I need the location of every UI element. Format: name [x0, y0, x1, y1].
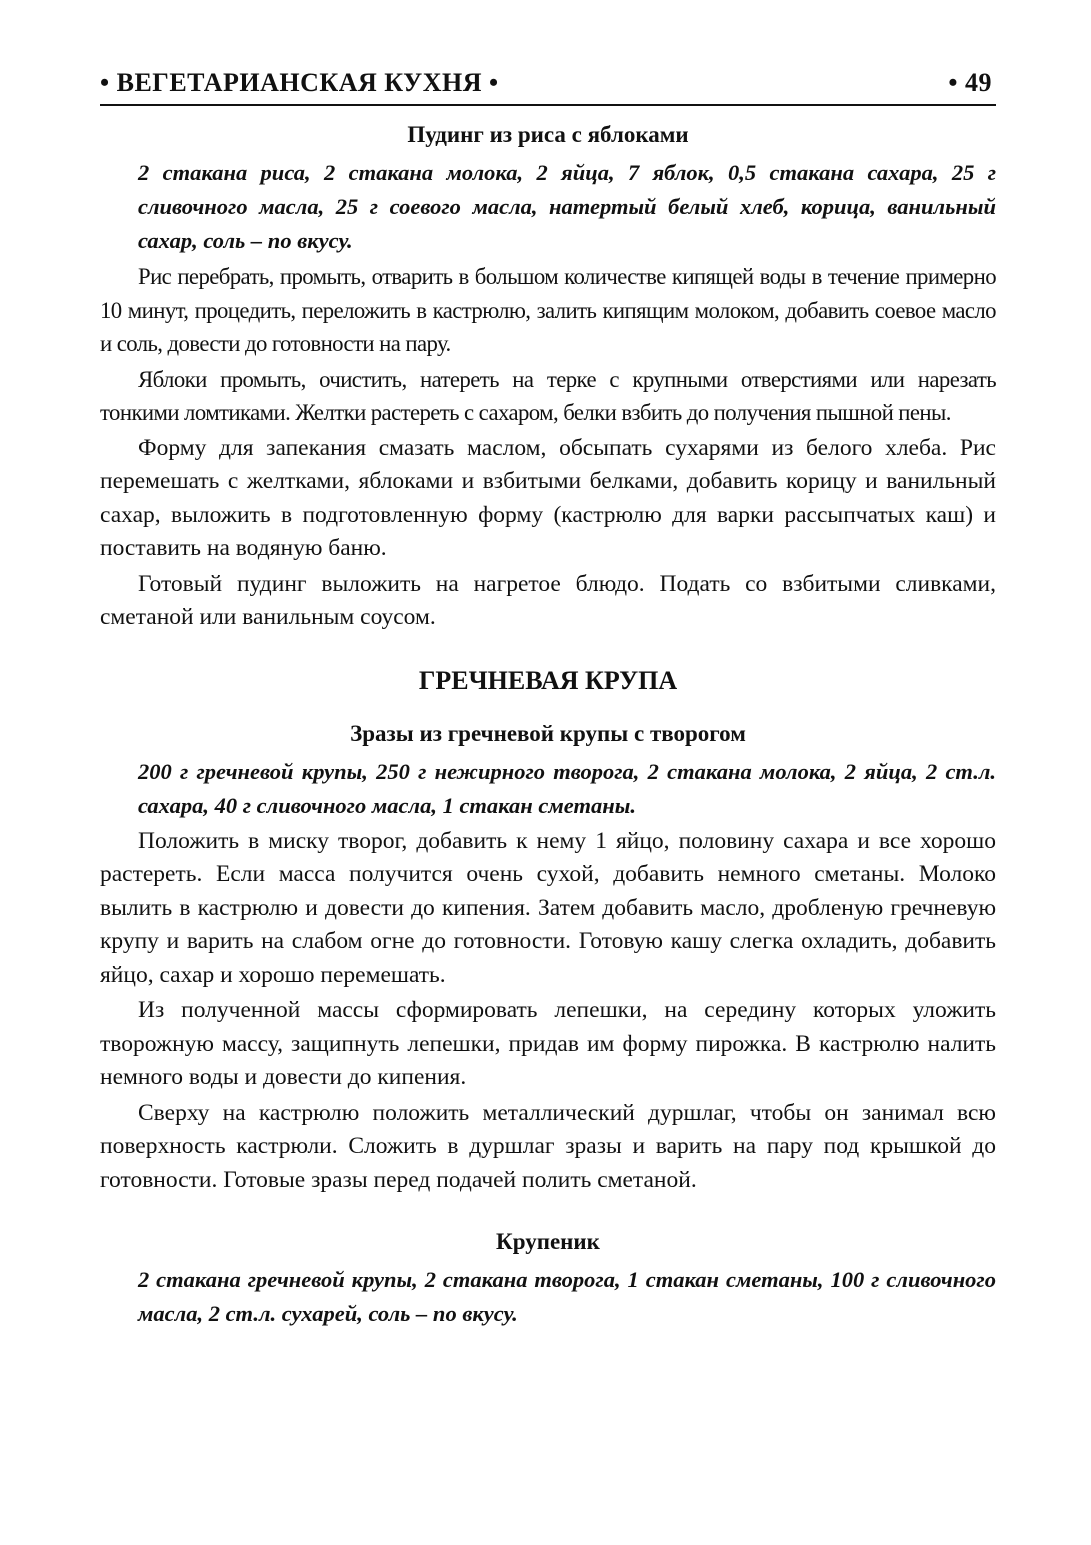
- recipe-ingredients-krupenik: 2 стакана гречневой крупы, 2 стакана творога, 1 стакан сметаны, 100 г сливочного масла, 2 ст.л. сухарей, соль – по вкусу.: [138, 1267, 996, 1326]
- page-number: • 49: [948, 68, 992, 97]
- recipe-paragraph: Положить в миску творог, добавить к нему 1 яйцо, половину сахара и все хорошо растереть. Если масса получится очень сухой, добавить немного сметаны. Молоко вылить в кастрюлю и довести до кипения. Затем добавить масло, дробленую гречневую крупу и варить на слабом огне до готовности. Готовую кашу слегка охладить, добавить яйцо, сахар и хорошо перемешать.: [100, 827, 996, 988]
- recipe-paragraph: Рис перебрать, промыть, отварить в большом количестве кипящей воды в течение примерно 10 минут, процедить, переложить в кастрюлю, залить кипящим молоком, добавить соевое масло и соль, довести до готовности на пару.: [100, 264, 996, 356]
- recipe-title-zrazy: Зразы из гречневой крупы с творогом: [350, 720, 746, 746]
- section-title-buckwheat: ГРЕЧНЕВАЯ КРУПА: [418, 665, 678, 695]
- recipe-paragraph: Из полученной массы сформировать лепешки, на середину которых уложить творожную массу, защипнуть лепешки, придав им форму пирожка. В кастрюлю налить немного воды и довести до кипения.: [100, 997, 996, 1090]
- running-header-title: • ВЕГЕТАРИАНСКАЯ КУХНЯ •: [100, 68, 499, 97]
- recipe-paragraph: Сверху на кастрюлю положить металлический дуршлаг, чтобы он занимал всю поверхность кастрюли. Сложить в дуршлаг зразы и варить на пару под крышкой до готовности. Готовые зразы перед подачей полить сметаной.: [100, 1099, 996, 1193]
- recipe-ingredients-rice-pudding: 2 стакана риса, 2 стакана молока, 2 яйца, 7 яблок, 0,5 стакана сахара, 25 г сливочного масла, 25 г соевого масла, натертый белый хлеб, корица, ванильный сахар, соль – по вкусу.: [138, 160, 996, 253]
- recipe-paragraph: Яблоки промыть, очистить, натереть на терке с крупными отверстиями или нарезать тонкими ломтиками. Желтки растереть с сахаром, белки взбить до получения пышной пены.: [100, 366, 996, 425]
- recipe-ingredients-zrazy: 200 г гречневой крупы, 250 г нежирного творога, 2 стакана молока, 2 яйца, 2 ст.л. сахара, 40 г сливочного масла, 1 стакан сметаны.: [138, 758, 996, 818]
- book-page: [100, 58, 996, 1331]
- recipe-paragraph: Форму для запекания смазать маслом, обсыпать сухарями из белого хлеба. Рис перемешать с желтками, яблоками и взбитыми белками, добавить корицу и ванильный сахар, выложить в подготовленную форму (кастрюлю для варки рассыпчатых каш) и поставить на водяную баню.: [100, 434, 996, 561]
- running-header: [100, 58, 996, 106]
- recipe-title-krupenik: Крупеник: [496, 1229, 600, 1254]
- recipe-title-rice-pudding: Пудинг из риса с яблоками: [407, 122, 689, 147]
- recipe-paragraph: Готовый пудинг выложить на нагретое блюдо. Подать со взбитыми сливками, сметаной или ванильным соусом.: [100, 570, 996, 630]
